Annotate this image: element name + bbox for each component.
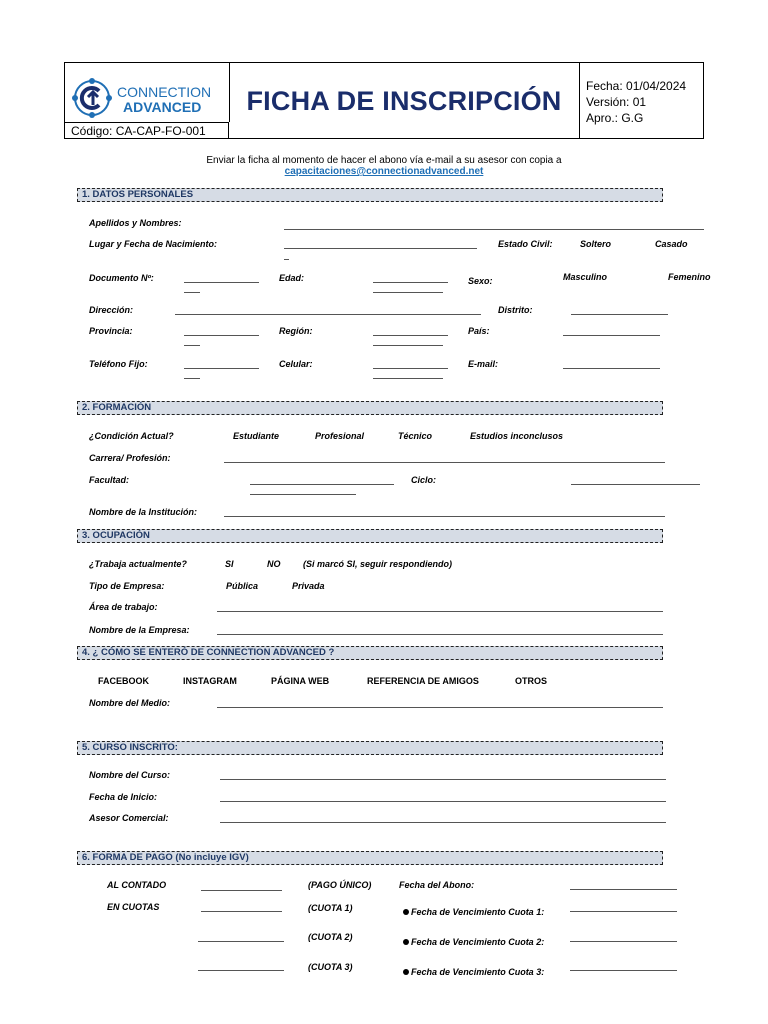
label-fecha-abono: Fecha del Abono:: [399, 880, 475, 890]
field-institucion[interactable]: [224, 516, 665, 517]
field-facultad-cont: [250, 494, 356, 495]
label-vencimiento3: Fecha de Vencimiento Cuota 3:: [411, 967, 545, 977]
section-6-header: 6. FORMA DE PAGO (No incluye IGV): [77, 851, 663, 865]
field-apellidos[interactable]: [284, 229, 704, 230]
brand-line1: CONNECTION: [117, 84, 212, 100]
option-instagram[interactable]: INSTAGRAM: [183, 676, 237, 686]
bullet-icon: [403, 939, 409, 945]
option-femenino[interactable]: Femenino: [668, 272, 711, 282]
label-area: Área de trabajo:: [89, 602, 158, 612]
field-carrera[interactable]: [224, 462, 665, 463]
intro-text: Enviar la ficha al momento de hacer el abono vía e-mail a su asesor con copia a: [206, 155, 562, 166]
option-estudiante[interactable]: Estudiante: [233, 431, 280, 441]
option-no[interactable]: NO: [267, 559, 281, 569]
label-lugar-nacimiento: Lugar y Fecha de Nacimiento:: [89, 239, 218, 249]
field-cuota2[interactable]: [198, 941, 284, 942]
section-5-header: 5. CURSO INSCRITO:: [77, 741, 663, 755]
field-contado[interactable]: [201, 890, 282, 891]
option-casado[interactable]: Casado: [655, 239, 688, 249]
form-code: Código: CA-CAP-FO-001: [65, 122, 229, 139]
field-region[interactable]: [373, 335, 448, 336]
field-lugar-nacimiento[interactable]: [284, 248, 477, 249]
option-referencia-amigos[interactable]: REFERENCIA DE AMIGOS: [367, 676, 479, 686]
label-sexo: Sexo:: [468, 276, 493, 286]
field-edad-cont: [373, 292, 443, 293]
option-privada[interactable]: Privada: [292, 581, 325, 591]
label-celular: Celular:: [279, 359, 313, 369]
field-cuota1[interactable]: [201, 911, 282, 912]
field-telefono[interactable]: [184, 368, 259, 369]
label-vencimiento1: Fecha de Vencimiento Cuota 1:: [411, 907, 545, 917]
field-facultad[interactable]: [250, 484, 394, 485]
logo-icon: [71, 77, 113, 119]
field-documento[interactable]: [184, 282, 259, 283]
field-vencimiento2[interactable]: [570, 941, 677, 942]
label-empresa: Nombre de la Empresa:: [89, 625, 190, 635]
option-masculino[interactable]: Masculino: [563, 272, 608, 282]
label-edad: Edad:: [279, 273, 305, 283]
label-institucion: Nombre de la Institución:: [89, 507, 198, 517]
label-telefono: Teléfono Fijo:: [89, 359, 148, 369]
field-provincia[interactable]: [184, 335, 259, 336]
label-vencimiento2: Fecha de Vencimiento Cuota 2:: [411, 937, 545, 947]
label-region: Región:: [279, 326, 313, 336]
option-tecnico[interactable]: Técnico: [398, 431, 433, 441]
option-soltero[interactable]: Soltero: [580, 239, 612, 249]
field-inicio[interactable]: [220, 801, 666, 802]
fecha: Fecha: 01/04/2024: [586, 79, 687, 93]
field-cuota3[interactable]: [198, 970, 284, 971]
label-apellidos: Apellidos y Nombres:: [89, 218, 182, 228]
label-cuotas: EN CUOTAS: [107, 902, 160, 912]
label-condicion: ¿Condición Actual?: [89, 431, 174, 441]
option-si[interactable]: SI: [225, 559, 234, 569]
section-4-header: 4. ¿ CÓMO SE ENTERÓ DE CONNECTION ADVANCED ?: [77, 646, 663, 660]
label-ciclo: Ciclo:: [411, 475, 437, 485]
option-inconclusos[interactable]: Estudios inconclusos: [470, 431, 564, 441]
field-region-cont: [373, 345, 443, 346]
option-profesional[interactable]: Profesional: [315, 431, 365, 441]
field-celular-cont: [373, 378, 443, 379]
email-link[interactable]: capacitaciones@connectionadvanced.net: [284, 166, 484, 177]
label-provincia: Provincia:: [89, 326, 133, 336]
field-empresa[interactable]: [217, 634, 663, 635]
label-cuota1: (CUOTA 1): [308, 903, 353, 913]
field-direccion[interactable]: [175, 314, 481, 315]
label-distrito: Distrito:: [498, 305, 533, 315]
field-vencimiento3[interactable]: [570, 970, 677, 971]
field-area[interactable]: [217, 611, 663, 612]
label-documento: Documento Nº:: [89, 273, 154, 283]
label-email: E-mail:: [468, 359, 499, 369]
intro-email-wrap: [0, 166, 768, 177]
bullet-icon: [403, 969, 409, 975]
title-cell: [229, 63, 579, 139]
meta-cell: [579, 63, 704, 139]
field-asesor[interactable]: [220, 822, 666, 823]
label-cuota2: (CUOTA 2): [308, 932, 353, 942]
label-cuota3: (CUOTA 3): [308, 962, 353, 972]
brand-line2: ADVANCED: [123, 99, 202, 115]
section-2-header: 2. FORMACIÓN: [77, 401, 663, 415]
label-direccion: Dirección:: [89, 305, 134, 315]
option-publica[interactable]: Pública: [226, 581, 259, 591]
header-table: [64, 62, 704, 139]
field-vencimiento1[interactable]: [570, 911, 677, 912]
logo: [65, 63, 230, 122]
field-curso[interactable]: [220, 779, 666, 780]
field-email[interactable]: [563, 368, 660, 369]
label-asesor: Asesor Comercial:: [89, 813, 169, 823]
section-3-header: 3. OCUPACIÓN: [77, 529, 663, 543]
page-title: FICHA DE INSCRIPCIÓN: [246, 86, 562, 116]
option-otros[interactable]: OTROS: [515, 676, 548, 686]
field-distrito[interactable]: [571, 314, 668, 315]
field-medio[interactable]: [217, 707, 663, 708]
label-medio: Nombre del Medio:: [89, 698, 171, 708]
label-inicio: Fecha de Inicio:: [89, 792, 158, 802]
field-pais[interactable]: [563, 335, 660, 336]
field-lugar-nacimiento-cont: [284, 259, 289, 260]
label-curso: Nombre del Curso:: [89, 770, 171, 780]
option-facebook[interactable]: FACEBOOK: [98, 676, 150, 686]
label-tipo-empresa: Tipo de Empresa:: [89, 581, 165, 591]
field-edad[interactable]: [373, 282, 448, 283]
option-pagina-web[interactable]: PÁGINA WEB: [271, 676, 330, 686]
label-contado: AL CONTADO: [107, 880, 167, 890]
field-provincia-cont: [184, 345, 200, 346]
label-pago-unico: (PAGO ÚNICO): [308, 880, 372, 890]
apro: Apro.: G.G: [586, 111, 644, 125]
label-estado-civil: Estado Civil:: [498, 239, 553, 249]
label-facultad: Facultad:: [89, 475, 130, 485]
field-fecha-abono[interactable]: [570, 889, 677, 890]
field-ciclo[interactable]: [571, 484, 700, 485]
field-documento-cont: [184, 292, 200, 293]
label-pais: País:: [468, 326, 490, 336]
field-celular[interactable]: [373, 368, 448, 369]
bullet-icon: [403, 909, 409, 915]
label-trabaja: ¿Trabaja actualmente?: [89, 559, 187, 569]
section-1-header: 1. DATOS PERSONALES: [77, 188, 663, 202]
version: Versión: 01: [586, 95, 647, 109]
field-telefono-cont: [184, 378, 200, 379]
label-carrera: Carrera/ Profesión:: [89, 453, 171, 463]
note-si: (Si marcó SI, seguir respondiendo): [303, 559, 453, 569]
